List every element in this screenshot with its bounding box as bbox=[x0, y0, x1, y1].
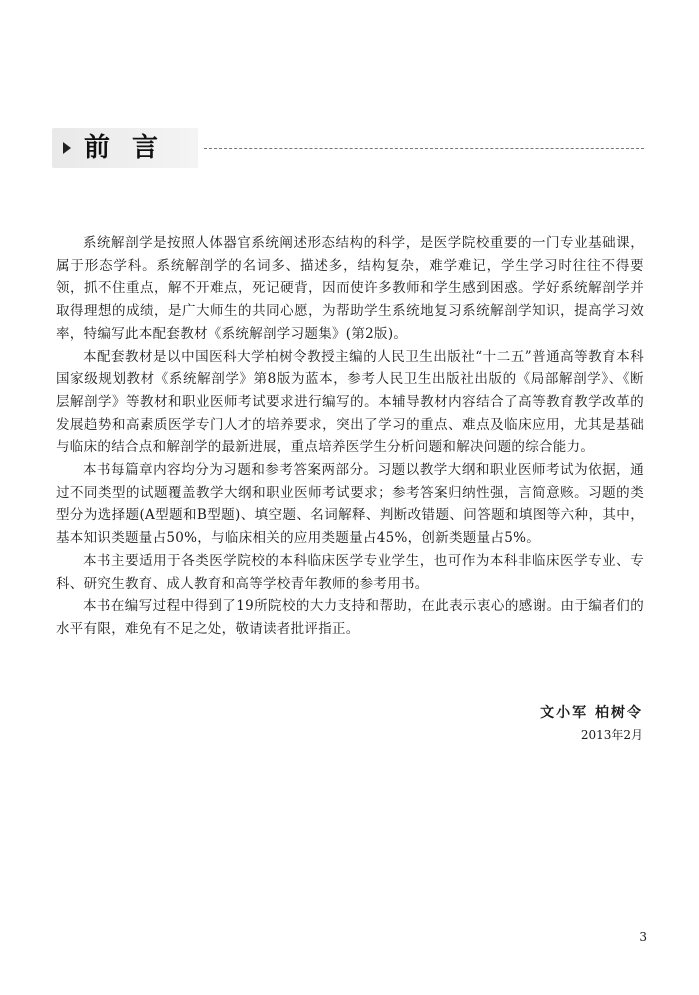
triangle-bullet-icon bbox=[63, 142, 71, 154]
paragraph-3: 本书每篇章内容均分为习题和参考答案两部分。习题以教学大纲和职业医师考试为依据，通过不同类型的试题覆盖教学大纲和职业医师考试要求；参考答案归纳性强，言简意赅。习题的类型分为选择题(A型题和B型题)、填空题、名词解释、判断改错题、问答题和填图等六种，其中，基本知识类题量占50%，与临床相关的应用类题量占45%，创新类题量占5%。 bbox=[56, 462, 644, 547]
preface-heading bbox=[52, 128, 644, 168]
paragraph-2: 本配套教材是以中国医科大学柏树令教授主编的人民卫生出版社“十二五”普通高等教育本科国家级规划教材《系统解剖学》第8版为蓝本，参考人民卫生出版社出版的《局部解剖学》、《断层解剖学》等教材和职业医师考试要求进行编写的。本辅导教材内容结合了高等教育教学改革的发展趋势和高素质医学专门人才的培养要求，突出了学习的重点、难点及临床应用，尤其是基础与临床的结合点和解剖学的最新进展，重点培养医学生分析问题和解决问题的综合能力。 bbox=[56, 348, 644, 456]
signature-authors: 文小军 柏树令 bbox=[540, 705, 643, 721]
paragraph-5: 本书在编写过程中得到了19所院校的大力支持和帮助，在此表示衷心的感谢。由于编者们的水平有限，难免有不足之处，敬请读者批评指正。 bbox=[56, 598, 644, 637]
preface-body bbox=[56, 232, 644, 641]
page-number: 3 bbox=[639, 930, 647, 944]
dashed-divider bbox=[204, 148, 644, 149]
signature-date: 2013年2月 bbox=[580, 728, 643, 742]
paragraph-4: 本书主要适用于各类医学院校的本科临床医学专业学生，也可作为本科非临床医学专业、专科、研究生教育、成人教育和高等学校青年教师的参考用书。 bbox=[56, 552, 644, 592]
page-title: 前言 bbox=[84, 133, 181, 163]
paragraph-1: 系统解剖学是按照人体器官系统阐述形态结构的科学，是医学院校重要的一门专业基础课，属于形态学科。系统解剖学的名词多、描述多，结构复杂，难学难记，学生学习时往往不得要领，抓不住重点，解不开难点，死记硬背，因而使许多教师和学生感到困惑。学好系统解剖学并取得理想的成绩，是广大师生的共同心愿，为帮助学生系统地复习系统解剖学知识，提高学习效率，特编写此本配套教材《系统解剖学习题集》(第2版)。 bbox=[56, 235, 644, 342]
